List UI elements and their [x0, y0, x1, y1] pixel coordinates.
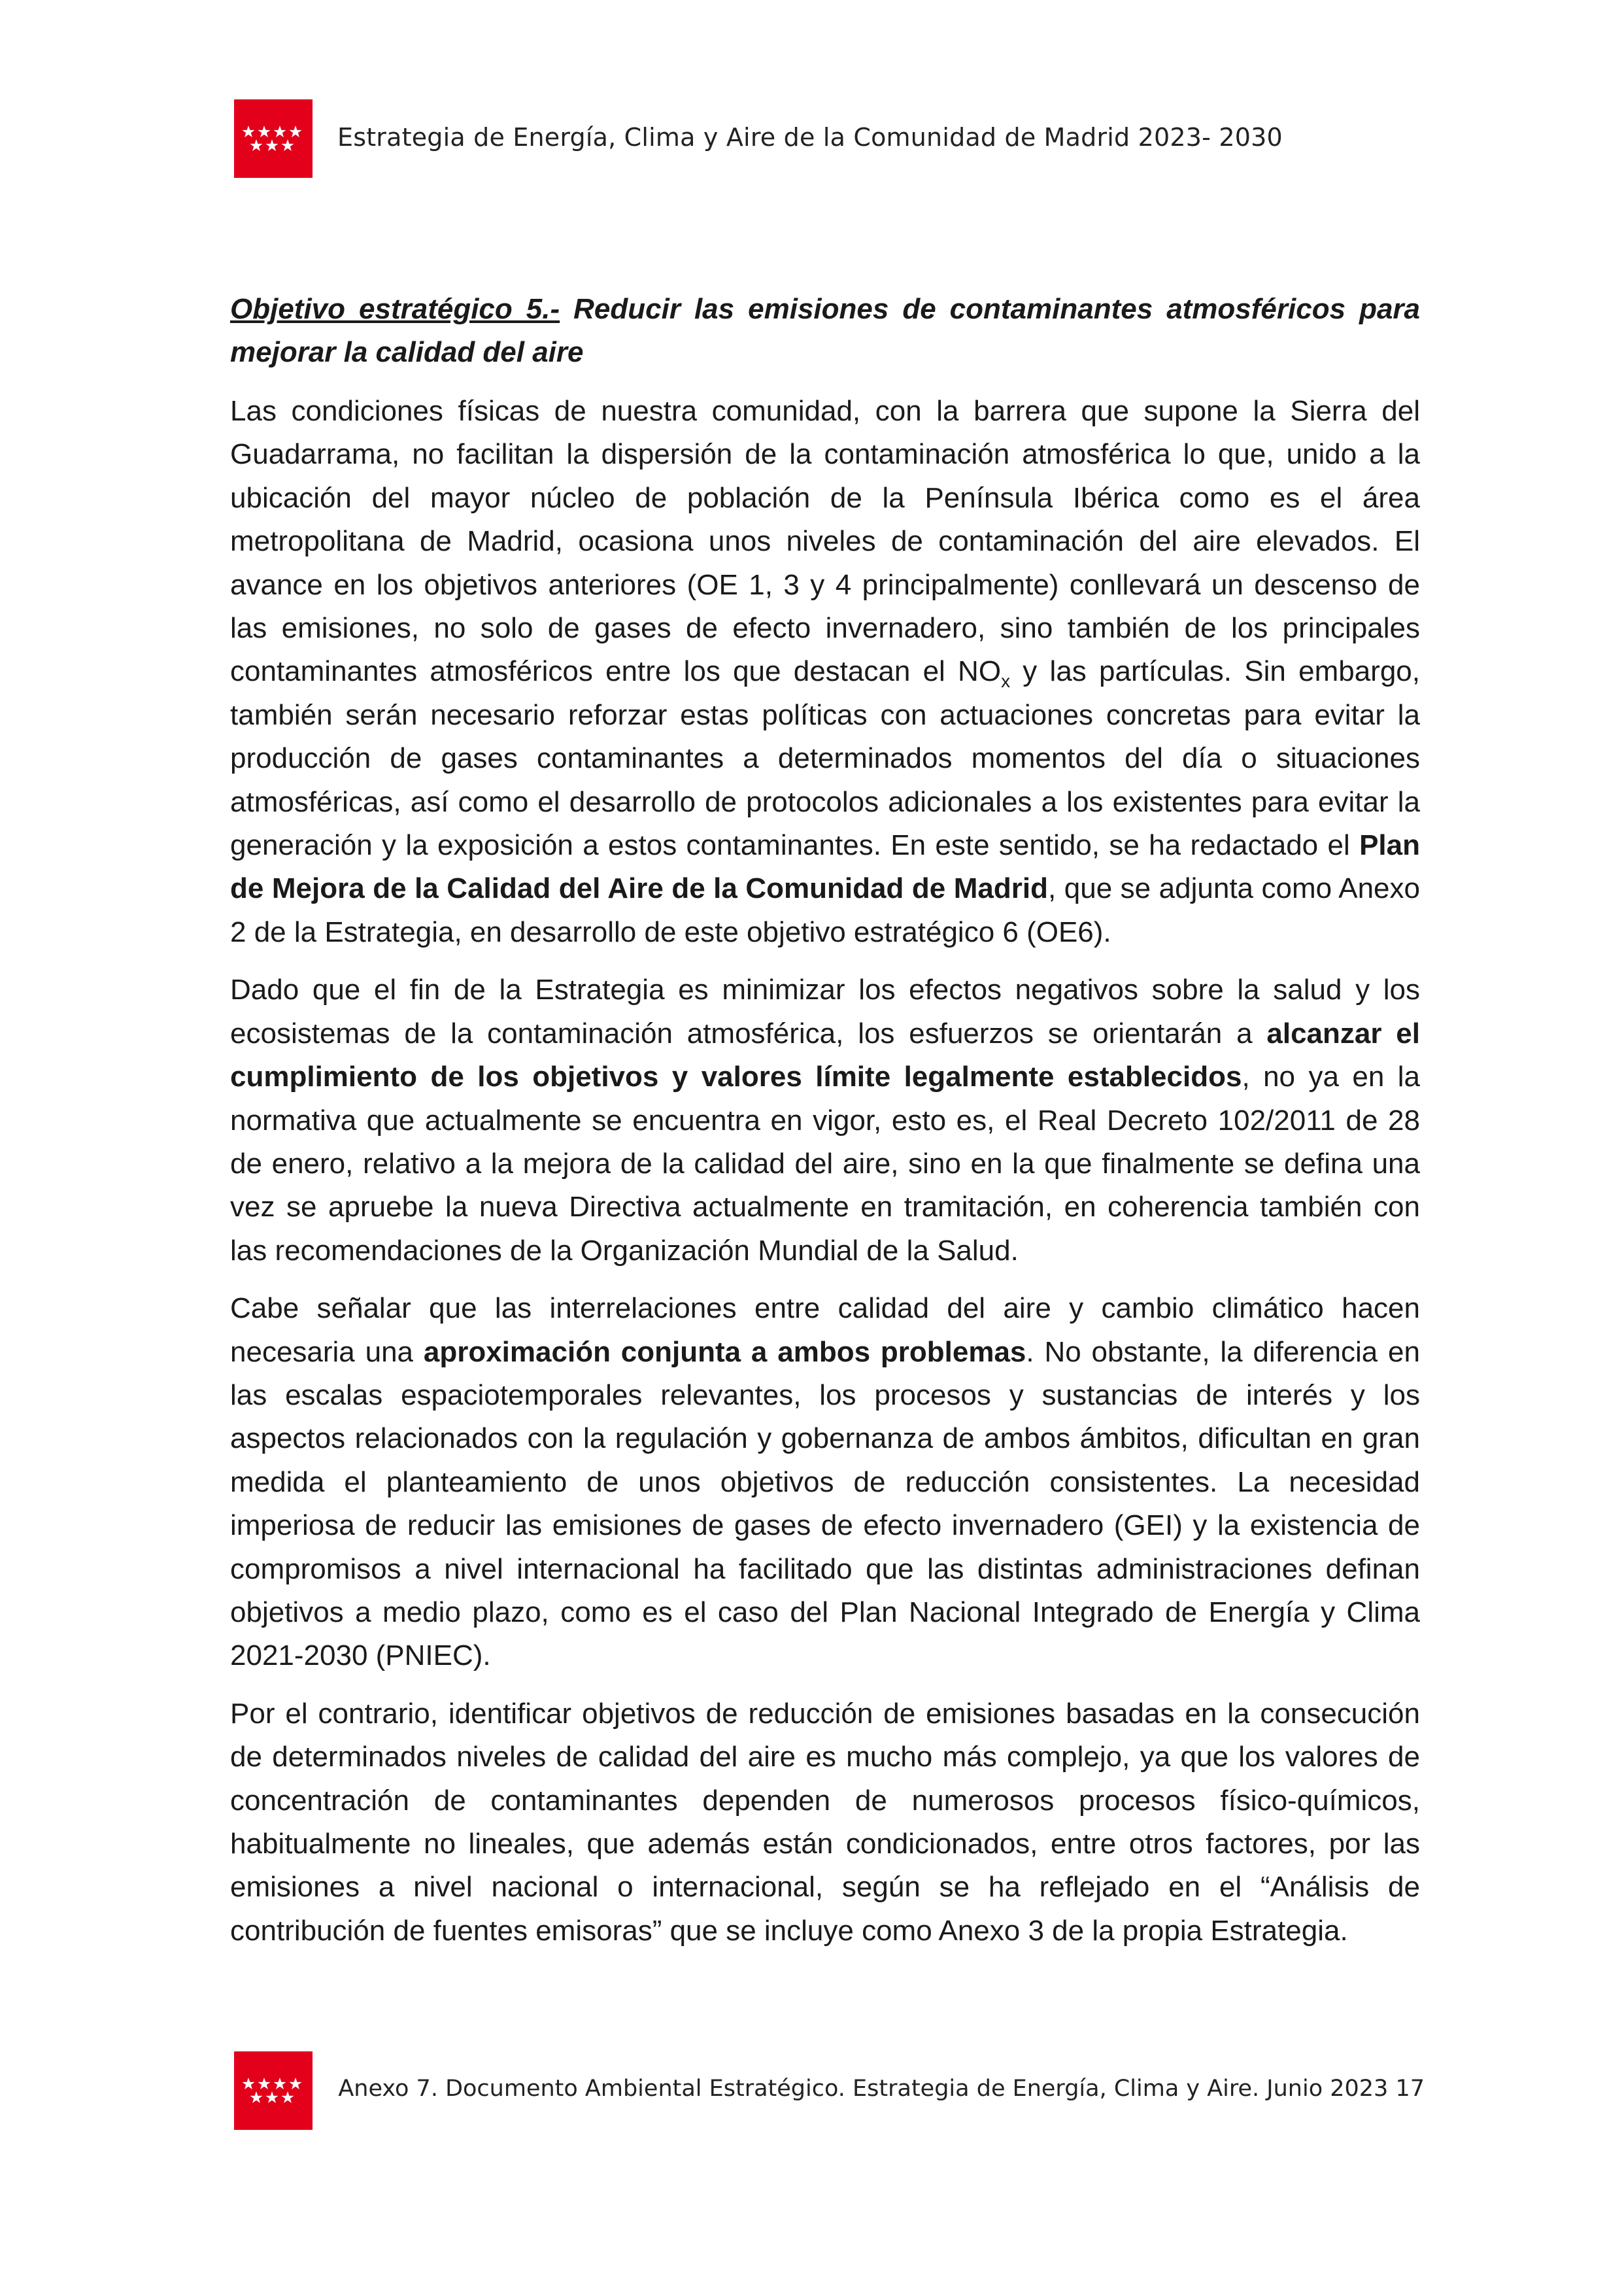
comunidad-madrid-logo-icon [234, 99, 313, 178]
paragraph-1 [230, 390, 1420, 954]
p1-text-a: Las condiciones físicas de nuestra comunidad, con la barrera que supone la Sierra del Guadarrama, no facilitan la dispersión de la contaminación atmosférica lo que, unido a la ubicación del mayor núcleo de población de la Península Ibérica como es el área metropolitana de Madrid, ocasiona unos niveles de contaminación del aire elevados. El avance en los objetivos anteriores (OE 1, 3 y 4 principalmente) conllevará un descenso de las emisiones, no solo de gases de efecto invernadero, sino también de los principales contaminantes atmosféricos entre los que destacan el NO [230, 395, 1420, 688]
section-heading [230, 288, 1420, 374]
stars-icon [242, 2078, 305, 2104]
paragraph-3 [230, 1287, 1420, 1678]
p2-bold: alcanzar el cumplimiento de los objetivos y valores límite legalmente establecidos [230, 1017, 1420, 1093]
heading-text: Reducir las emisiones de contaminantes atmosféricos para mejorar la calidad del aire [230, 293, 1421, 368]
paragraph-4 [230, 1692, 1420, 1953]
footer-text: Anexo 7. Documento Ambiental Estratégico. Estrategia de Energía, Clima y Aire. Junio 2023 17 [338, 2076, 1425, 2102]
comunidad-madrid-footer-logo-icon [234, 2051, 313, 2130]
p3-text-b: . No obstante, la diferencia en las escalas espaciotemporales relevantes, los procesos y sustancias de interés y los aspectos relacionados con la regulación y gobernanza de ambos ámbitos, dificultan en gran medida el planteamiento de unos objetivos de reducción consistentes. La necesidad imperiosa de reducir las emisiones de gases de efecto invernadero (GEI) y la existencia de compromisos a nivel internacional ha facilitado que las distintas administraciones definan objetivos a medio plazo, como es el caso del Plan Nacional Integrado de Energía y Clima 2021-2030 (PNIEC). [230, 1335, 1420, 1672]
main-content [230, 288, 1420, 1967]
p3-bold: aproximación conjunta a ambos problemas [423, 1335, 1026, 1368]
p1-bold: Plan de Mejora de la Calidad del Aire de la Comunidad de Madrid [230, 829, 1420, 905]
paragraph-2 [230, 968, 1420, 1273]
p2-text-b: , no ya en la normativa que actualmente se encuentra en vigor, esto es, el Real Decreto 102/2011 de 28 de enero, relativo a la mejora de la calidad del aire, sino en la que finalmente se defina una vez se apruebe la nueva Directiva actualmente en tramitación, en coherencia también con las recomendaciones de la Organización Mundial de la Salud. [230, 1061, 1420, 1267]
p3-text-a: Cabe señalar que las interrelaciones entre calidad del aire y cambio climático hacen necesaria una [230, 1292, 1420, 1368]
header-title: Estrategia de Energía, Clima y Aire de la Comunidad de Madrid 2023- 2030 [337, 123, 1283, 152]
p2-text-a: Dado que el fin de la Estrategia es minimizar los efectos negativos sobre la salud y los ecosistemas de la contaminación atmosférica, los esfuerzos se orientarán a [230, 974, 1420, 1050]
p1-subscript: x [1001, 671, 1011, 692]
p1-text-b: y las partículas. Sin embargo, también serán necesario reforzar estas políticas con actuaciones concretas para evitar la producción de gases contaminantes a determinados momentos del día o situaciones atmosféricas, así como el desarrollo de protocolos adicionales a los existentes para evitar la generación y la exposición a estos contaminantes. En este sentido, se ha redactado el [230, 655, 1420, 862]
p4-text: Por el contrario, identificar objetivos de reducción de emisiones basadas en la consecución de determinados niveles de calidad del aire es mucho más complejo, ya que los valores de concentración de contaminantes dependen de numerosos procesos físico-químicos, habitualmente no lineales, que además están condicionados, entre otros factores, por las emisiones a nivel nacional o internacional, según se ha reflejado en el “Análisis de contribución de fuentes emisoras” que se incluye como Anexo 3 de la propia Estrategia. [230, 1697, 1420, 1947]
heading-prefix: Objetivo estratégico 5.- [230, 293, 560, 325]
stars-icon [242, 126, 305, 152]
p1-text-c: , que se adjunta como Anexo 2 de la Estrategia, en desarrollo de este objetivo estratégico 6 (OE6). [230, 872, 1420, 948]
